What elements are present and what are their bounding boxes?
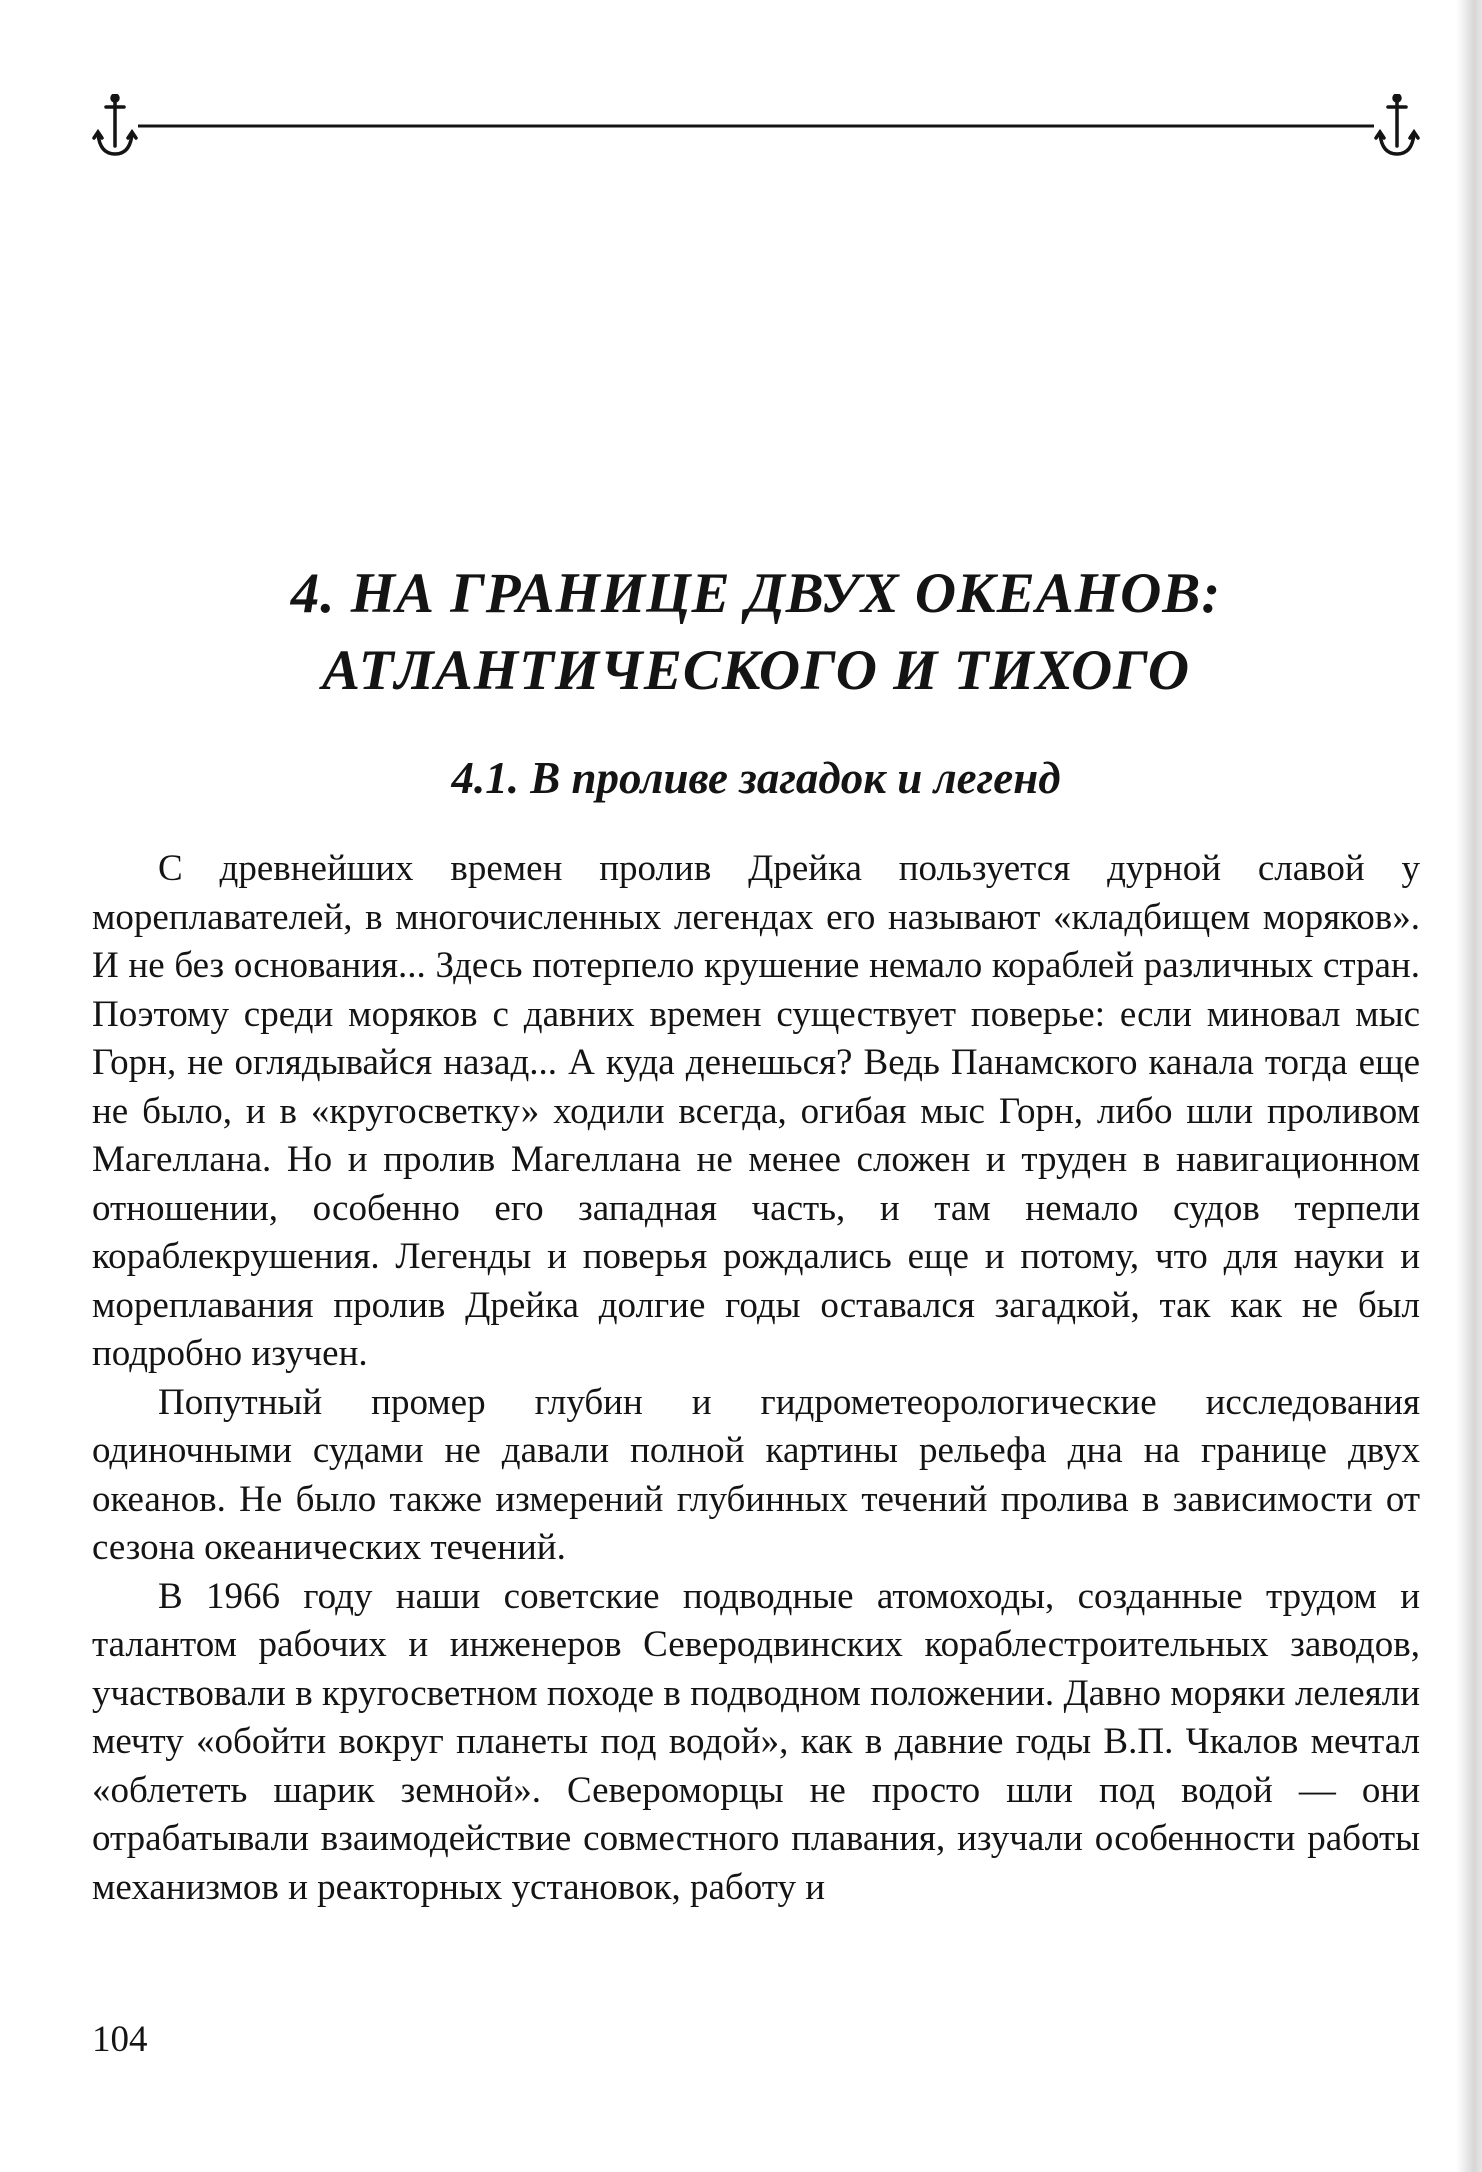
anchor-icon <box>94 95 136 154</box>
paragraph: Попутный промер глубин и гидрометеорологические исследования одиночными судами не давали полной картины рельефа дна на границе двух океанов. Не было также измерений глубинных течений пролива в зависимости от сезона океанических течений. <box>92 1381 1420 1568</box>
page-number: 104 <box>92 2019 148 2060</box>
anchor-icon <box>1376 95 1418 154</box>
paragraph: С древнейших времен пролив Дрейка пользуется дурной славой у мореплавателей, в многочисленных легендах его называют «кладбищем моряков». И не без основания... Здесь потерпело крушение немало кораблей различных стран. Поэтому среди моряков с давних времен существует поверье: если миновал мыс Горн, не оглядывайся назад... А куда денешься? Ведь Панамского канала тогда еще не было, и в «кругосветку» ходили всегда, огибая мыс Горн, либо шли проливом Магеллана. Но и пролив Магеллана не менее сложен и труден в навигационном отношении, особенно его западная часть, и там немало судов терпели кораблекрушения. Легенды и поверья рождались еще и потому, что для науки и мореплавания пролив Дрейка долгие годы оставался загадкой, так как не был подробно изучен. <box>92 848 1420 1374</box>
chapter-title <box>92 555 1420 709</box>
section-title: 4.1. В проливе загадок и легенд <box>451 753 1061 803</box>
header-rule <box>92 94 1420 164</box>
chapter-title-line2: АТЛАНТИЧЕСКОГО И ТИХОГО <box>321 639 1191 702</box>
page-edge <box>1456 0 1482 2172</box>
body-text <box>92 845 1420 1912</box>
chapter-title-line1: 4. НА ГРАНИЦЕ ДВУХ ОКЕАНОВ: <box>290 562 1222 625</box>
paragraph: В 1966 году наши советские подводные атомоходы, созданные трудом и талантом рабочих и инженеров Северодвинских кораблестроительных заводов, участвовали в кругосветном походе в подводном положении. Давно моряки лелеяли мечту «обойти вокруг планеты под водой», как в давние годы В.П. Чкалов мечтал «облететь шарик земной». Североморцы не просто шли под водой — они отрабатывали взаимодействие совместного плавания, изучали особенности работы механизмов и реакторных установок, работу и <box>92 1575 1420 1908</box>
